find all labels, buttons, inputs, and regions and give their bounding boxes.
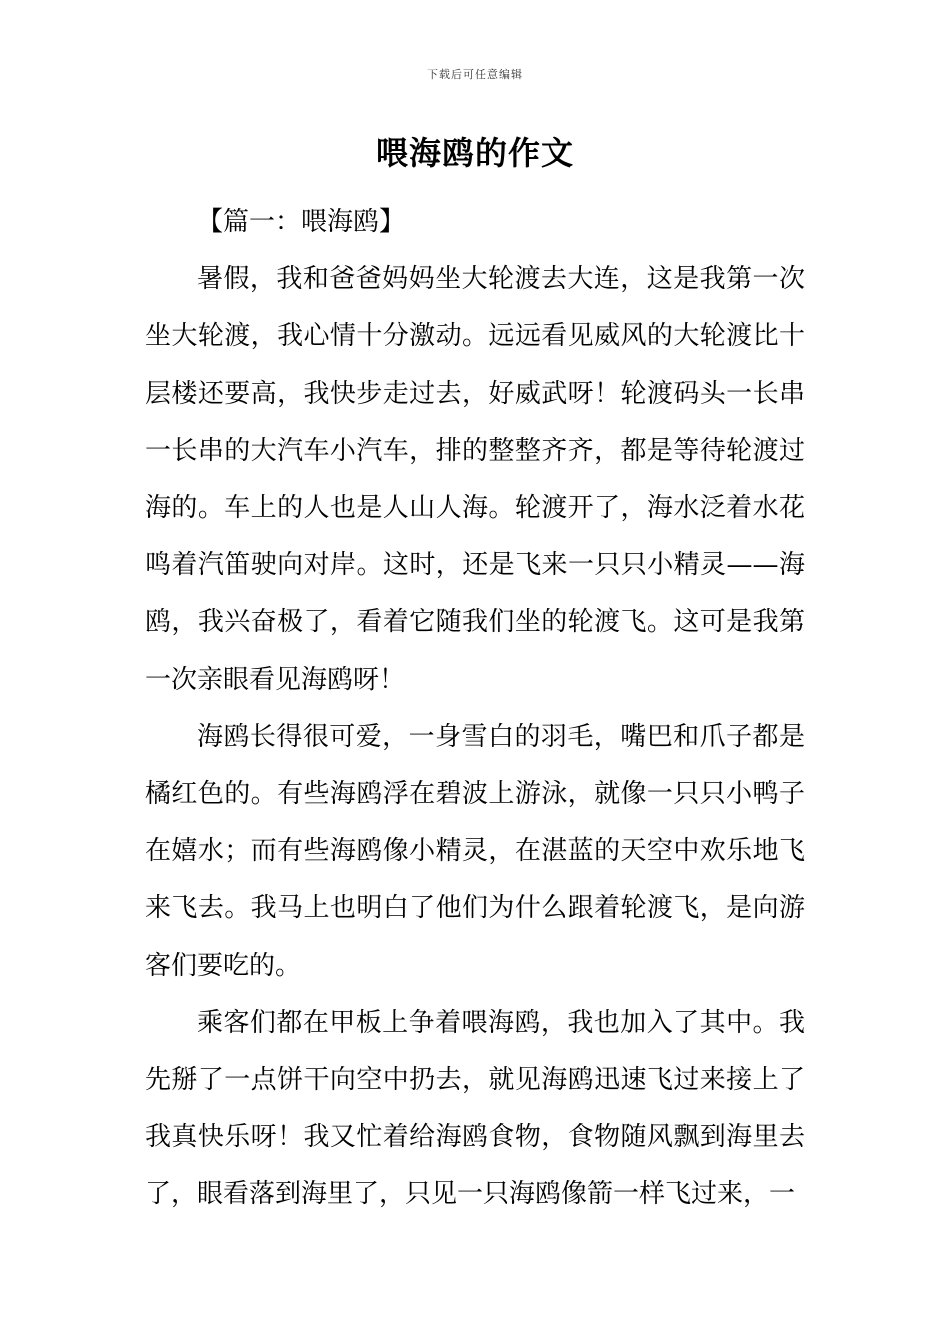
page-title: 喂海鸥的作文 xyxy=(375,134,574,172)
article-body xyxy=(145,194,805,1224)
section-heading: 【篇一：喂海鸥】 xyxy=(197,207,406,237)
paragraph-2: 海鸥长得很可爱，一身雪白的羽毛，嘴巴和爪子都是橘红色的。有些海鸥浮在碧波上游泳，就像一只只小鸭子在嬉水；而有些海鸥像小精灵，在湛蓝的天空中欢乐地飞来飞去。我马上也明白了他们为什么跟着轮渡飞，是向游客们要吃的。 xyxy=(145,721,805,981)
header-note: 下载后可任意编辑 xyxy=(427,68,523,81)
paragraph-1: 暑假，我和爸爸妈妈坐大轮渡去大连，这是我第一次坐大轮渡，我心情十分激动。远远看见威风的大轮渡比十层楼还要高，我快步走过去，好威武呀！轮渡码头一长串一长串的大汽车小汽车，排的整整齐齐，都是等待轮渡过海的。车上的人也是人山人海。轮渡开了，海水泛着水花鸣着汽笛驶向对岸。这时，还是飞来一只只小精灵——海鸥，我兴奋极了，看着它随我们坐的轮渡飞。这可是我第一次亲眼看见海鸥呀！ xyxy=(145,264,805,695)
paragraph-3: 乘客们都在甲板上争着喂海鸥，我也加入了其中。我先掰了一点饼干向空中扔去，就见海鸥迅速飞过来接上了我真快乐呀！我又忙着给海鸥食物，食物随风飘到海里去了，眼看落到海里了，只见一只海鸥像箭一样飞过来，一 xyxy=(145,1007,805,1210)
